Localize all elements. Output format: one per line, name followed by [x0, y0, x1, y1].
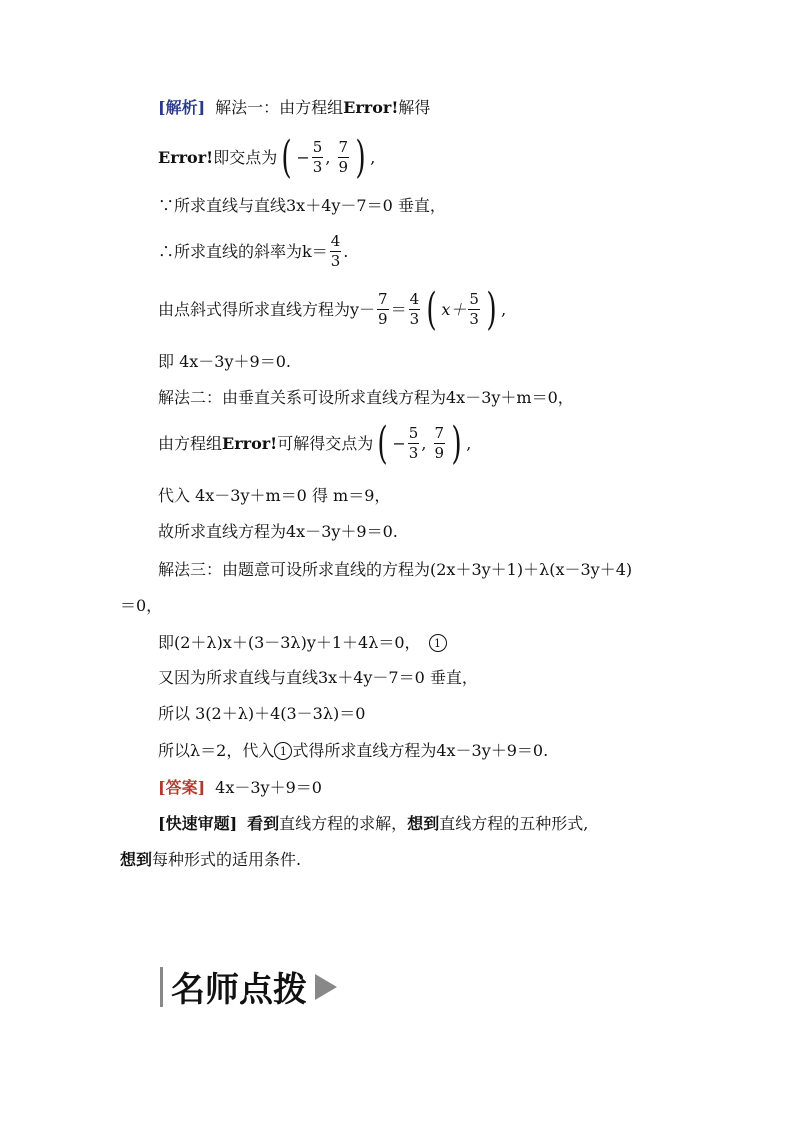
line-method-2 [158, 390, 574, 406]
comma: , [325, 147, 336, 167]
comma: , [421, 433, 432, 453]
right-paren: ) [486, 284, 497, 335]
text: 解得 [398, 98, 431, 117]
line-result-1 [158, 354, 291, 370]
text: 所以 3(2＋λ)＋4(3－3λ)＝0 [158, 704, 366, 723]
circled-number-1: 1 [429, 634, 447, 652]
analysis-tag: [解析] [158, 98, 206, 117]
text: ∵所求直线与直线3x＋4y－7＝0 垂直， [158, 196, 446, 215]
text: 可解得交点为 [277, 433, 374, 453]
text: 故所求直线方程为4x－3y＋9＝0. [158, 522, 398, 541]
text: 所以λ＝2，代入 [158, 741, 275, 760]
line-method-3-cont [120, 598, 162, 614]
line-point-slope [158, 284, 507, 335]
text: 4x－3y＋9＝0 [215, 778, 322, 797]
line-intersection-2 [158, 418, 472, 469]
fraction: $\frac{5}{3}$ [312, 138, 323, 177]
line-result-2 [158, 524, 398, 540]
line-quick-review [120, 816, 588, 832]
text: 由方程组 [158, 433, 223, 453]
section-title: 名师点拨 [171, 970, 307, 1010]
right-paren: ) [355, 132, 366, 183]
line-method-3 [158, 562, 632, 578]
text: 即(2＋λ)x＋(3－3λ)y＋1＋4λ＝0， [158, 633, 421, 652]
line-intersection [158, 132, 376, 183]
line-perpendicular-2 [158, 670, 478, 686]
text: ∴所求直线的斜率为k＝ [158, 241, 328, 261]
text: 又因为所求直线与直线3x＋4y－7＝0 垂直， [158, 668, 478, 687]
line-analysis [158, 100, 430, 116]
text: ＝0， [120, 596, 163, 615]
error-ref: Error! [222, 433, 278, 453]
minus-sign: − [392, 433, 406, 453]
fraction: $\frac{4}{3}$ [330, 232, 341, 270]
fraction: $\frac{4}{3}$ [409, 290, 420, 329]
line-perpendicular [158, 198, 446, 214]
fraction: $\frac{7}{9}$ [338, 138, 349, 177]
text: , [466, 433, 472, 453]
fraction: $\frac{5}{3}$ [408, 424, 419, 463]
minus-sign: − [296, 147, 310, 167]
line-result-3 [158, 742, 548, 760]
section-heading [160, 962, 337, 1011]
text: 想到 [407, 814, 440, 833]
fraction: $\frac{7}{9}$ [434, 424, 445, 463]
circled-number-1: 1 [274, 742, 292, 760]
line-answer [158, 780, 322, 796]
text: , [501, 299, 507, 319]
text: 直线方程的求解， [279, 814, 408, 833]
answer-tag: [答案] [158, 778, 206, 797]
text: 由点斜式得所求直线方程为y－ [158, 299, 376, 319]
line-substitute [158, 488, 390, 504]
text: ＝ [390, 299, 407, 319]
left-paren: ( [281, 132, 292, 183]
text: 想到 [120, 850, 153, 869]
line-slope [158, 234, 348, 269]
left-paren: ( [426, 284, 437, 335]
text: 即 4x－3y＋9＝0. [158, 352, 291, 371]
text: 即交点为 [213, 147, 278, 167]
line-quick-review-cont [120, 852, 301, 868]
text: 直线方程的五种形式, [439, 814, 589, 833]
text: 解法一：由方程组 [215, 98, 344, 117]
section-bar [160, 967, 163, 1007]
line-condition [158, 706, 365, 722]
error-ref: Error! [343, 98, 399, 117]
text: , [370, 147, 376, 167]
text: x＋ [441, 299, 467, 319]
text: . [343, 241, 349, 261]
right-paren: ) [451, 418, 462, 469]
text: 解法二：由垂直关系可设所求直线方程为4x－3y＋m＝0， [158, 388, 574, 407]
text: 代入 4x－3y＋m＝0 得 m＝9， [158, 486, 391, 505]
fraction: $\frac{5}{3}$ [469, 290, 479, 329]
error-ref: Error! [158, 147, 214, 167]
text: 看到 [247, 814, 280, 833]
quick-review-tag: [快速审题] [158, 814, 238, 833]
text: 式得所求直线方程为4x－3y＋9＝0. [292, 741, 549, 760]
triangle-arrow-icon [315, 974, 337, 1000]
left-paren: ( [377, 418, 388, 469]
fraction: $\frac{7}{9}$ [378, 290, 388, 329]
line-equation-1 [158, 634, 447, 652]
text: 每种形式的适用条件. [152, 850, 302, 869]
text: 解法三：由题意可设所求直线的方程为(2x＋3y＋1)＋λ(x－3y＋4) [158, 560, 633, 579]
